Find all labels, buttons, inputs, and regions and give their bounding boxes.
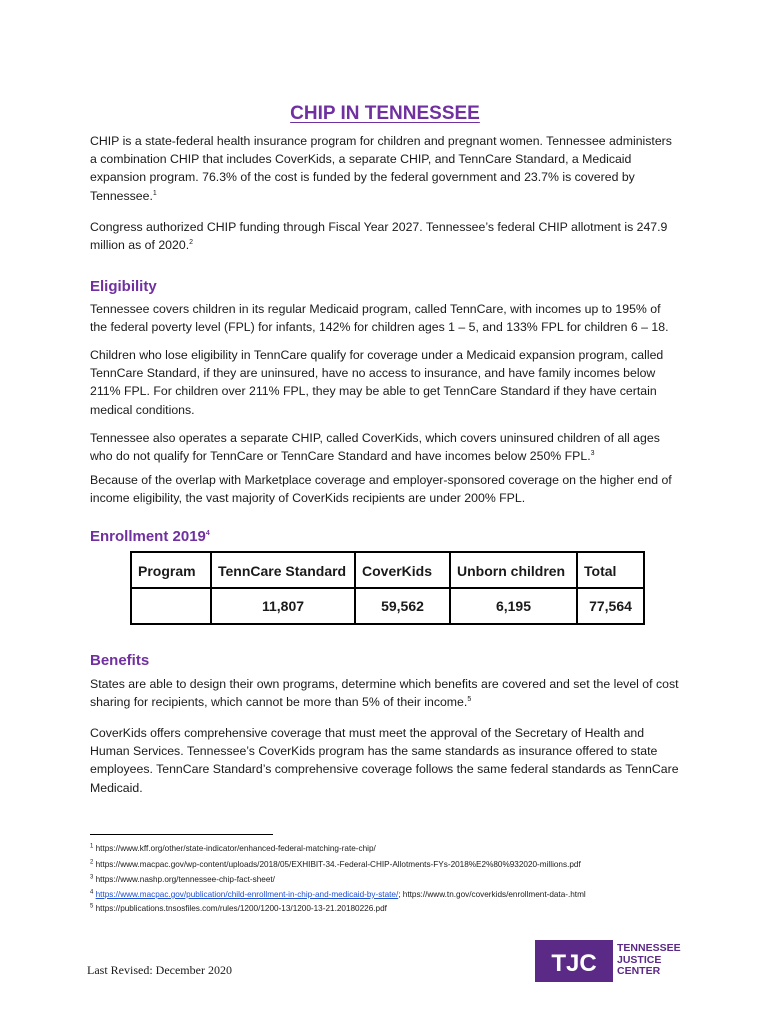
value-cell-unborn-children: 6,195: [450, 588, 577, 624]
eligibility-paragraph-3: [90, 429, 680, 465]
footnote-text: ; https://www.tn.gov/coverkids/enrollment-data-.html: [398, 890, 586, 899]
footnote-text: https://www.kff.org/other/state-indicator/enhanced-federal-matching-rate-chip/: [95, 844, 376, 853]
footnote-number: 1: [90, 843, 94, 850]
header-cell-total: Total: [577, 552, 644, 588]
table-header-row: [131, 552, 644, 588]
footnote-ref-3: 3: [590, 450, 595, 458]
enrollment-heading-text: Enrollment 2019: [90, 528, 206, 545]
header-cell-tenncare-standard: TennCare Standard: [211, 552, 355, 588]
eligibility-text-3: Tennessee also operates a separate CHIP, called CoverKids, which covers uninsured children of all ages who do not qualify for TennCare or TennCare Standard and have incomes below 250% FPL.: [90, 431, 660, 464]
page-title: CHIP IN TENNESSEE: [290, 103, 480, 124]
footnote-ref-1: 1: [152, 189, 157, 197]
footnote-text: https://www.nashp.org/tennessee-chip-fact-sheet/: [95, 875, 275, 884]
header-cell-coverkids: CoverKids: [355, 552, 450, 588]
header-cell-unborn-children: Unborn children: [450, 552, 577, 588]
intro-paragraph-2: [90, 218, 680, 254]
intro-paragraph-1: [90, 132, 680, 205]
tjc-logo-letters: TJC: [551, 950, 597, 977]
logo-wordmark: [617, 943, 681, 978]
tjc-logo-icon: [535, 940, 613, 982]
logo-line-1: TENNESSEE: [617, 942, 681, 954]
eligibility-paragraph-2: Children who lose eligibility in TennCare qualify for coverage under a Medicaid expansion program, called TennCare Standard, if they are uninsured, have no access to insurance, and have family incomes below 211% FPL. For children over 211% FPL, they may be able to get TennCare Standard if they have certain medical conditions.: [90, 348, 664, 417]
eligibility-paragraph-1: Tennessee covers children in its regular Medicaid program, called TennCare, with incomes up to 195% of the federal poverty level (FPL) for infants, 142% for children ages 1 – 5, and 133% FPL for children 6 – 18.: [90, 302, 669, 335]
footnote-number: 2: [90, 859, 94, 866]
footnote-3: [90, 874, 690, 885]
footnote-number: 4: [90, 889, 94, 896]
footnote-text: https://www.macpac.gov/wp-content/uploads/2018/05/EXHIBIT-34.-Federal-CHIP-Allotments-FYs-2018%E2%80%932020-millions.pdf: [95, 860, 581, 869]
intro-text-2: Congress authorized CHIP funding through Fiscal Year 2027. Tennessee’s federal CHIP allotment is 247.9 million as of 2020.: [90, 220, 668, 253]
last-revised: Last Revised: December 2020: [87, 963, 232, 977]
benefits-text-1: States are able to design their own programs, determine which benefits are covered and set the level of cost sharing for recipients, which cannot be more than 5% of their income.: [90, 677, 679, 710]
footnote-number: 3: [90, 874, 94, 881]
eligibility-paragraph-4: Because of the overlap with Marketplace coverage and employer-sponsored coverage on the higher end of income eligibility, the vast majority of CoverKids recipients are under 200% FPL.: [90, 473, 672, 506]
enrollment-heading: [90, 528, 210, 545]
footnote-ref-5: 5: [467, 696, 472, 704]
table-row: [131, 588, 644, 624]
benefits-paragraph-1: [90, 675, 680, 711]
logo-line-3: CENTER: [617, 965, 661, 977]
value-cell-tenncare-standard: 11,807: [211, 588, 355, 624]
value-cell-program: [131, 588, 211, 624]
eligibility-heading: Eligibility: [90, 278, 157, 295]
enrollment-table: [130, 551, 645, 625]
footnote-4: [90, 889, 690, 900]
intro-text-1: CHIP is a state-federal health insurance program for children and pregnant women. Tennessee administers a combination CHIP that includes CoverKids, a separate CHIP, and TennCare Standard, a Medicaid expansion program. 76.3% of the cost is funded by the federal government and 23.7% is covered by Tennessee.: [90, 134, 672, 203]
footnote-5: [90, 903, 690, 914]
header-cell-program: Program: [131, 552, 211, 588]
footnote-2: [90, 859, 690, 870]
value-cell-total: 77,564: [577, 588, 644, 624]
footnote-link[interactable]: https://www.macpac.gov/publication/child-enrollment-in-chip-and-medicaid-by-state/: [95, 890, 399, 899]
footnote-divider: [90, 834, 273, 835]
value-cell-coverkids: 59,562: [355, 588, 450, 624]
tennessee-justice-center-logo: [535, 940, 685, 982]
benefits-paragraph-2: CoverKids offers comprehensive coverage that must meet the approval of the Secretary of Health and Human Services. Tennessee’s CoverKids program has the same standards as insurance offered to state employees. TennCare Standard’s comprehensive coverage follows the same federal standards as TennCare Medicaid.: [90, 726, 679, 795]
logo-line-2: JUSTICE: [617, 953, 662, 966]
footnote-ref-4: 4: [205, 530, 210, 537]
footnote-number: 5: [90, 903, 94, 910]
footnote-ref-2: 2: [189, 239, 194, 247]
footnote-text: https://publications.tnsosfiles.com/rules/1200/1200-13/1200-13-21.20180226.pdf: [95, 904, 387, 913]
footnote-1: [90, 843, 690, 854]
benefits-heading: Benefits: [90, 652, 150, 669]
